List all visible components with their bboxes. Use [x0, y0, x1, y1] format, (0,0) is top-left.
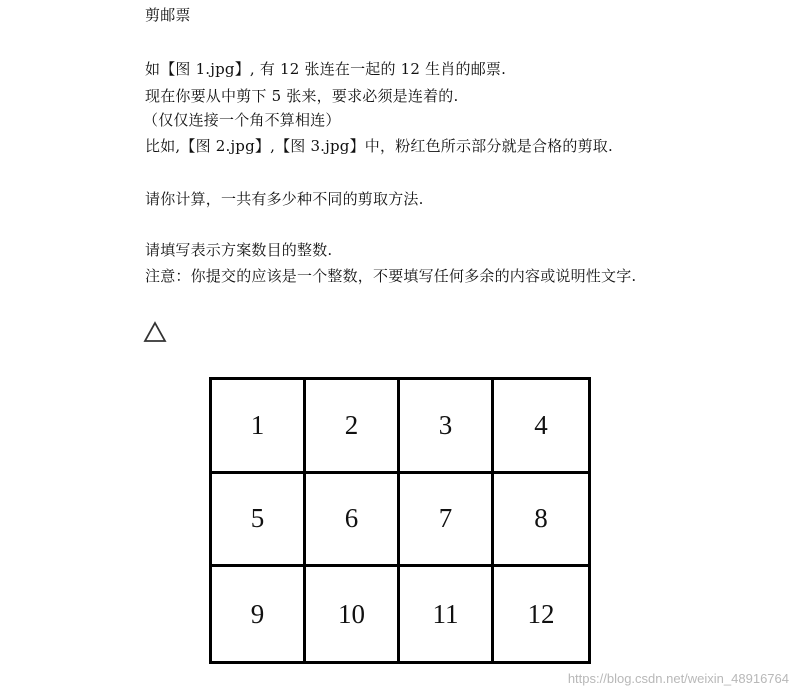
stamp-cell: 4 [494, 380, 588, 474]
stamp-cell: 3 [400, 380, 494, 474]
stamp-cell: 10 [306, 567, 400, 661]
stamp-cell: 7 [400, 474, 494, 568]
stamp-cell: 9 [212, 567, 306, 661]
stamp-cell: 12 [527, 598, 555, 629]
instruction-line-2: 注意：你提交的应该是一个整数，不要填写任何多余的内容或说明性文字. [145, 267, 637, 285]
stamp-cell: 6 [306, 474, 400, 568]
problem-line-3: （仅仅连接一个角不算相连） [143, 111, 341, 129]
stamp-cell: 11 [400, 567, 494, 661]
triangle-outline-icon [143, 321, 167, 343]
stamp-cell: 8 [494, 474, 588, 568]
problem-line-1: 如【图 1.jpg】, 有 12 张连在一起的 12 生肖的邮票. [145, 60, 507, 78]
stamp-grid [209, 377, 591, 664]
problem-line-4: 比如,【图 2.jpg】,【图 3.jpg】中，粉红色所示部分就是合格的剪取. [145, 137, 613, 155]
problem-line-2: 现在你要从中剪下 5 张来，要求必须是连着的. [145, 87, 459, 105]
instruction-line-1: 请填写表示方案数目的整数. [145, 241, 333, 259]
document-title: 剪邮票 [145, 6, 191, 24]
watermark: https://blog.csdn.net/weixin_48916764 [567, 671, 789, 686]
question-line: 请你计算，一共有多少种不同的剪取方法. [145, 190, 424, 208]
stamp-cell: 1 [212, 380, 306, 474]
stamp-cell: 5 [212, 474, 306, 568]
stamp-cell: 2 [306, 380, 400, 474]
